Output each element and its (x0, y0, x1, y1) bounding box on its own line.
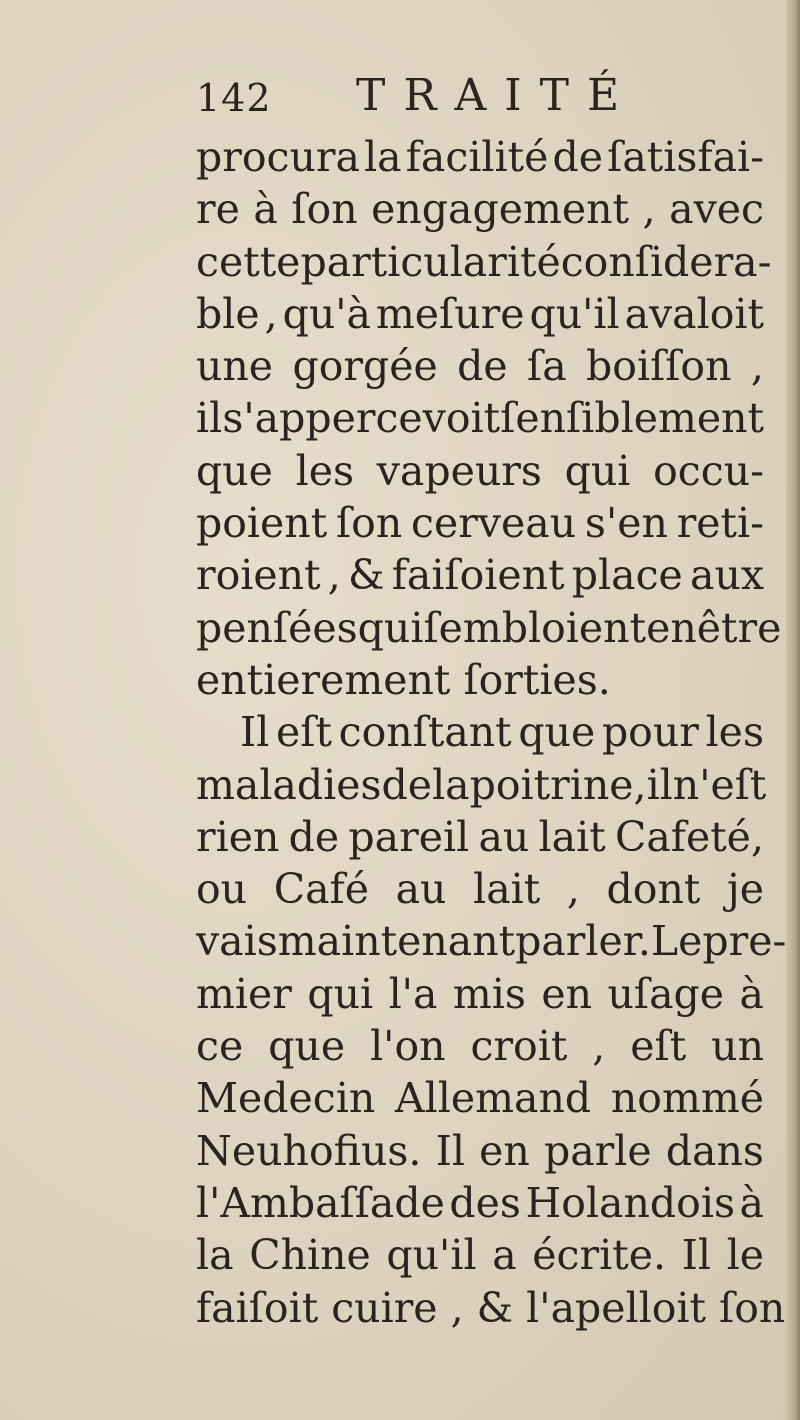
word: place (571, 551, 683, 600)
word: pre- (702, 917, 787, 966)
word: l'on (370, 1022, 446, 1071)
word: qui (357, 603, 424, 652)
word: Cafeté, (614, 812, 764, 861)
word: vais (196, 917, 278, 966)
text-line: entierement ſorties. (196, 655, 611, 704)
word: aux (690, 551, 764, 600)
word: reti- (676, 499, 764, 548)
word: écrite. (532, 1231, 667, 1280)
word: , (592, 1022, 606, 1071)
word: ſon (291, 185, 358, 234)
word: Le (650, 917, 703, 966)
word: le (726, 1231, 764, 1280)
word: au (395, 865, 447, 914)
word: occu- (653, 446, 764, 495)
word: ſenſiblement (500, 394, 764, 443)
word: croit (470, 1022, 568, 1071)
text-line (196, 1125, 764, 1177)
word: Holandois (525, 1178, 735, 1227)
word: rien (196, 812, 280, 861)
word: les (295, 446, 355, 495)
word: qui (307, 969, 374, 1018)
word: Il (240, 708, 270, 757)
word: conſtant (338, 708, 512, 757)
word: , (264, 289, 278, 338)
word: avec (669, 185, 764, 234)
word: à (739, 1178, 764, 1227)
word: des (449, 1178, 521, 1227)
word: eſt (276, 708, 332, 757)
word: il (196, 394, 223, 443)
text-line: faiſoit cuire , & l'apelloit ſon (196, 1283, 786, 1332)
text-line (196, 968, 764, 1020)
text-line (196, 706, 764, 758)
word: ſa (527, 342, 567, 391)
word: , (566, 865, 580, 914)
word: vapeurs (376, 446, 542, 495)
page-edge (786, 0, 800, 1420)
text-line (196, 602, 782, 654)
word: les (705, 708, 764, 757)
text-line (196, 497, 764, 549)
word: poitrine, (469, 760, 647, 809)
word: conſidera- (560, 237, 772, 286)
word: maladies (196, 760, 382, 809)
word: Allemand (395, 1074, 592, 1123)
text-line (196, 288, 764, 340)
word: nommé (610, 1074, 764, 1123)
word: particularité (300, 237, 561, 286)
word: de (457, 342, 508, 391)
word: gorgée (292, 342, 438, 391)
word: lait (473, 865, 541, 914)
word: dans (665, 1126, 764, 1175)
word: procura (196, 133, 360, 181)
word: cette (196, 237, 301, 286)
word: il (646, 760, 673, 809)
page-number: 142 (196, 76, 272, 120)
word: pareil (348, 812, 470, 861)
text-line (196, 1177, 764, 1229)
text-line (196, 811, 764, 863)
word: l'Ambaſſade (196, 1178, 445, 1227)
word: Medecin (196, 1074, 376, 1123)
text-line (196, 236, 772, 288)
word: ſembloient (423, 603, 647, 652)
word: qu'il (529, 289, 620, 338)
word: uſage (607, 969, 725, 1018)
word: dont (606, 865, 701, 914)
word: que (196, 446, 273, 495)
word: de (288, 812, 340, 861)
word: à (253, 185, 278, 234)
word: s'en (584, 499, 668, 548)
word: s'appercevoit (222, 394, 501, 443)
word: ble (196, 289, 260, 338)
word: un (711, 1022, 764, 1071)
word: lait (538, 812, 606, 861)
text-line (196, 915, 787, 967)
word: en (541, 969, 593, 1018)
word: l'a (388, 969, 438, 1018)
word: parler. (515, 917, 651, 966)
text-line (196, 445, 764, 497)
word: faiſoient (391, 551, 565, 600)
word: mis (452, 969, 526, 1018)
word: facilité (405, 133, 549, 181)
word: re (196, 185, 240, 234)
text-line (196, 549, 764, 601)
text-line (196, 131, 764, 183)
word: penſées (196, 603, 358, 652)
word: Café (273, 865, 369, 914)
text-line (196, 1072, 764, 1124)
page-header (196, 70, 756, 128)
word: Il (435, 1126, 465, 1175)
text-line (196, 183, 764, 235)
word: a (492, 1231, 517, 1280)
word: à (739, 969, 764, 1018)
word: être (696, 603, 782, 652)
word: , (642, 185, 656, 234)
word: qu'il (386, 1231, 477, 1280)
text-line (196, 340, 764, 392)
text-line (196, 1020, 764, 1072)
word: eſt (630, 1022, 687, 1071)
word: de (381, 760, 433, 809)
word: Chine (249, 1231, 371, 1280)
word: avaloit (624, 289, 764, 338)
word: Neuhofius. (196, 1126, 422, 1175)
running-head: TRAITÉ (356, 70, 638, 121)
word: au (478, 812, 530, 861)
word: en (479, 1126, 530, 1175)
word: je (726, 865, 764, 914)
word: cerveau (411, 499, 577, 548)
word: ſatisfai- (607, 133, 764, 181)
word: une (196, 342, 274, 391)
word: ſon (335, 499, 403, 548)
word: la (364, 133, 402, 181)
word: la (196, 1231, 234, 1280)
word: qu'à (282, 289, 371, 338)
body-text (196, 131, 787, 1334)
word: que (268, 1022, 346, 1071)
word: de (552, 133, 604, 181)
word: boiſſon (586, 342, 732, 391)
word: & (348, 551, 385, 600)
word: ce (196, 1022, 244, 1071)
text-line (196, 392, 764, 444)
word: en (646, 603, 697, 652)
word: roient (196, 551, 321, 600)
word: n'eſt (672, 760, 767, 809)
text-line (196, 863, 764, 915)
text-line (196, 759, 767, 811)
word: , (327, 551, 341, 600)
word: , (750, 342, 764, 391)
word: engagement (371, 185, 630, 234)
word: ou (196, 865, 248, 914)
word: qui (564, 446, 631, 495)
word: mier (196, 969, 292, 1018)
word: Il (681, 1231, 711, 1280)
word: poient (196, 499, 328, 548)
word: pour (601, 708, 699, 757)
word: meſure (375, 289, 525, 338)
word: parle (543, 1126, 652, 1175)
word: la (432, 760, 470, 809)
text-line (196, 1229, 764, 1281)
word: que (518, 708, 596, 757)
word: maintenant (277, 917, 516, 966)
